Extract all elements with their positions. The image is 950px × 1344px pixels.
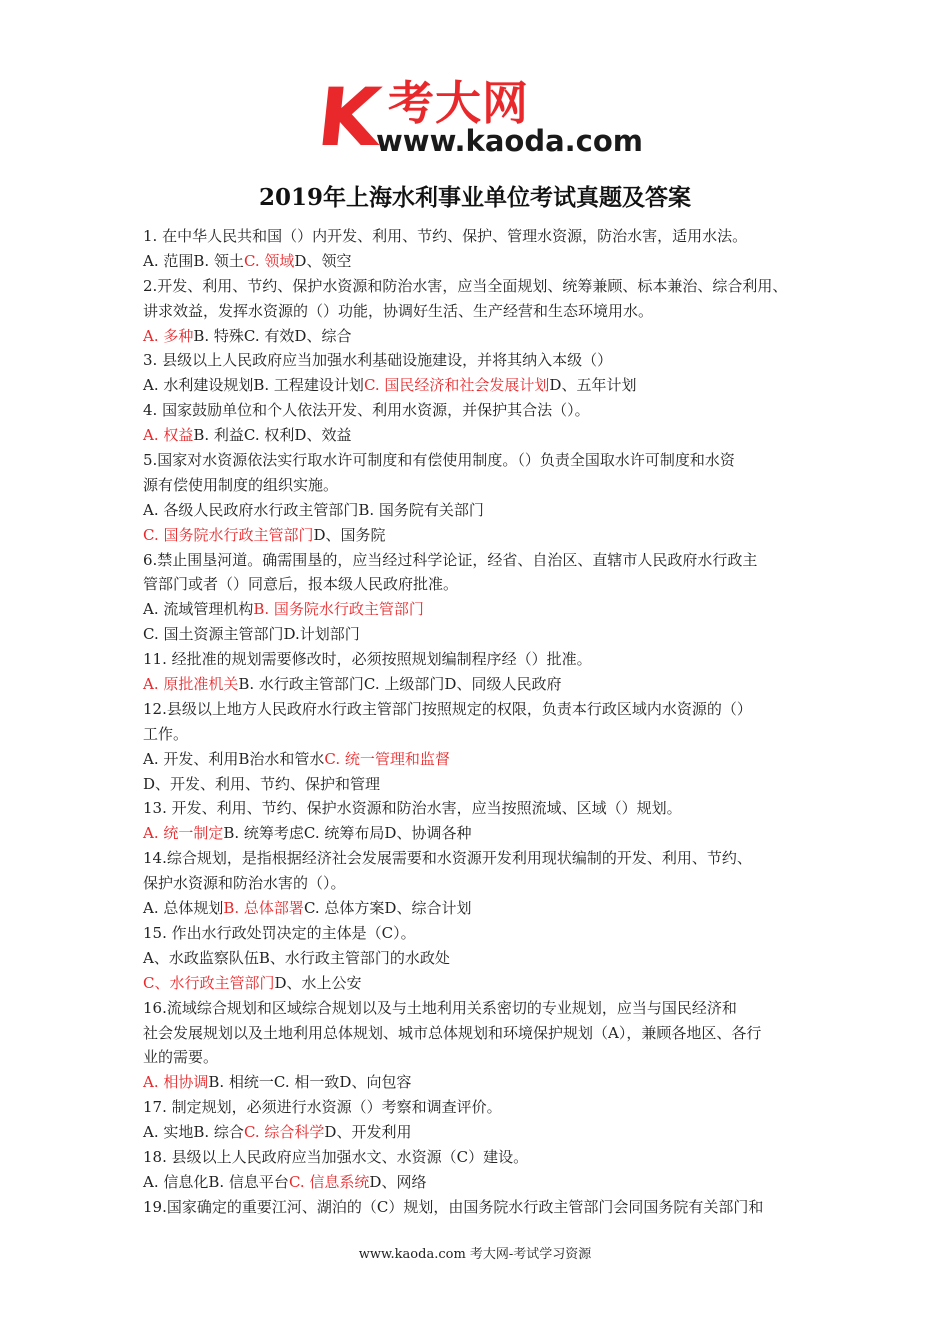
text-segment: A. 各级人民政府水行政主管部门B. 国务院有关部门 [143, 500, 484, 519]
text-line [143, 971, 818, 996]
text-segment: 11. 经批准的规划需要修改时，必须按照规划编制程序经（）批准。 [143, 650, 592, 669]
text-line [143, 324, 818, 349]
text-segment: B. 利益C. 权利D、效益 [193, 426, 352, 445]
text-segment: D、水上公安 [274, 973, 362, 992]
text-line [143, 1070, 818, 1095]
text-segment: 16.流域综合规划和区域综合规划以及与土地利用关系密切的专业规划，应当与国民经济和 [143, 998, 737, 1017]
logo-chinese-name: 考大网 [388, 76, 529, 130]
logo-url: www.kaoda.com [376, 124, 643, 158]
text-line [143, 348, 818, 373]
text-line [143, 274, 818, 299]
text-line [143, 622, 818, 647]
text-segment: 2.开发、利用、节约、保护水资源和防治水害，应当全面规划、统筹兼顾、标本兼治、综合利用、 [143, 276, 788, 295]
text-segment: 18. 县级以上人民政府应当加强水文、水资源（C）建设。 [143, 1147, 529, 1166]
text-segment: 6.禁止围垦河道。确需围垦的，应当经过科学论证，经省、自治区、直辖市人民政府水行政主 [143, 550, 758, 569]
text-segment: A、水政监察队伍B、水行政主管部门的水政处 [143, 948, 450, 967]
text-segment: 3. 县级以上人民政府应当加强水利基础设施建设，并将其纳入本级（） [143, 351, 613, 370]
text-line [143, 921, 818, 946]
text-line [143, 249, 818, 274]
text-segment: 社会发展规划以及土地利用总体规划、城市总体规划和环境保护规划（A），兼顾各地区、各行 [143, 1023, 762, 1042]
correct-answer: B. 总体部署 [223, 899, 304, 918]
correct-answer: C. 综合科学 [243, 1123, 325, 1142]
correct-answer: C. 信息系统 [288, 1172, 370, 1191]
text-line [143, 1021, 818, 1046]
text-segment: 13. 开发、利用、节约、保护水资源和防治水害，应当按照流域、区域（）规划。 [143, 799, 682, 818]
text-line [143, 871, 818, 896]
text-segment: 业的需要。 [143, 1048, 219, 1067]
text-line [143, 597, 818, 622]
correct-answer: A. 统一制定 [143, 824, 224, 843]
text-line [143, 821, 818, 846]
text-segment: C. 国土资源主管部门D.计划部门 [143, 625, 360, 644]
text-line [143, 672, 818, 697]
text-line [143, 398, 818, 423]
text-segment: D、国务院 [313, 525, 386, 544]
text-line [143, 423, 818, 448]
page-footer: www.kaoda.com 考大网-考试学习资源 [358, 1247, 592, 1262]
text-line [143, 996, 818, 1021]
text-segment: A. 信息化B. 信息平台 [143, 1172, 289, 1191]
text-line [143, 473, 818, 498]
document-title: 2019年上海水利事业单位考试真题及答案 [258, 184, 691, 211]
text-segment: 12.县级以上地方人民政府水行政主管部门按照规定的权限，负责本行政区域内水资源的（） [143, 699, 752, 718]
text-segment: 保护水资源和防治水害的（）。 [143, 874, 346, 893]
text-line [143, 1095, 818, 1120]
text-segment: A. 开发、利用B治水和管水 [143, 749, 325, 768]
text-line [143, 1170, 818, 1195]
text-segment: A. 水利建设规划B. 工程建设计划 [143, 376, 364, 395]
text-line [143, 1195, 818, 1220]
text-line [143, 896, 818, 921]
text-segment: 源有偿使用制度的组织实施。 [143, 475, 339, 494]
text-line [143, 722, 818, 747]
text-segment: 15. 作出水行政处罚决定的主体是（C）。 [143, 923, 416, 942]
text-line [143, 1120, 818, 1145]
text-segment: B. 水行政主管部门C. 上级部门D、同级人民政府 [238, 675, 562, 694]
correct-answer: A. 相协调 [143, 1073, 209, 1092]
correct-answer: C. 国民经济和社会发展计划 [363, 376, 550, 395]
text-segment: 5.国家对水资源依法实行取水许可制度和有偿使用制度。（）负责全国取水许可制度和水资 [143, 451, 735, 470]
text-line [143, 299, 818, 324]
question-list [143, 224, 818, 1220]
text-segment: B. 统筹考虑C. 统筹布局D、协调各种 [223, 824, 472, 843]
text-segment: B. 特殊C. 有效D、综合 [193, 326, 352, 345]
text-segment: D、领空 [294, 251, 352, 270]
text-line [143, 224, 818, 249]
kaoda-logo [313, 71, 643, 164]
text-segment: D、开发利用 [324, 1123, 412, 1142]
text-line [143, 647, 818, 672]
text-line [143, 498, 818, 523]
text-segment: D、开发、利用、节约、保护和管理 [143, 774, 381, 793]
correct-answer: C、水行政主管部门 [143, 973, 275, 992]
correct-answer: A. 权益 [143, 426, 194, 445]
text-segment: D、网络 [369, 1172, 427, 1191]
text-line [143, 772, 818, 797]
text-segment: B. 相统一C. 相一致D、向包容 [208, 1073, 412, 1092]
text-line [143, 548, 818, 573]
text-line [143, 747, 818, 772]
text-line [143, 373, 818, 398]
text-segment: 1. 在中华人民共和国（）内开发、利用、节约、保护、管理水资源，防治水害，适用水法。 [143, 227, 748, 245]
text-segment: 管部门或者（）同意后，报本级人民政府批准。 [143, 575, 459, 594]
text-segment: 讲求效益，发挥水资源的（）功能，协调好生活、生产经营和生态环境用水。 [143, 301, 654, 320]
correct-answer: A. 原批准机关 [143, 675, 239, 694]
text-line [143, 448, 818, 473]
correct-answer: C. 国务院水行政主管部门 [143, 525, 314, 544]
text-segment: A. 实地B. 综合 [143, 1123, 244, 1142]
text-line [143, 796, 818, 821]
text-line [143, 1145, 818, 1170]
correct-answer: B. 国务院水行政主管部门 [253, 600, 424, 619]
correct-answer: A. 多种 [143, 326, 194, 345]
text-segment: 19.国家确定的重要江河、湖泊的（C）规划，由国务院水行政主管部门会同国务院有关部门和 [143, 1197, 764, 1216]
text-line [143, 1045, 818, 1070]
text-line [143, 946, 818, 971]
text-segment: 14.综合规划，是指根据经济社会发展需要和水资源开发利用现状编制的开发、利用、节约、 [143, 849, 752, 868]
text-segment: C. 总体方案D、综合计划 [303, 899, 472, 918]
text-line [143, 846, 818, 871]
text-line [143, 697, 818, 722]
text-line [143, 523, 818, 548]
text-segment: A. 流域管理机构 [143, 600, 254, 619]
text-segment: D、五年计划 [549, 376, 637, 395]
text-segment: 4. 国家鼓励单位和个人依法开发、利用水资源，并保护其合法（）。 [143, 401, 590, 420]
correct-answer: C. 统一管理和监督 [324, 749, 450, 768]
correct-answer: C. 领域 [243, 251, 295, 270]
logo-k-mark: K [313, 71, 385, 164]
text-segment: A. 总体规划 [143, 899, 224, 918]
text-line [143, 572, 818, 597]
text-segment: A. 范围B. 领土 [143, 251, 244, 270]
text-segment: 工作。 [143, 724, 189, 743]
text-segment: 17. 制定规划，必须进行水资源（）考察和调查评价。 [143, 1098, 502, 1117]
